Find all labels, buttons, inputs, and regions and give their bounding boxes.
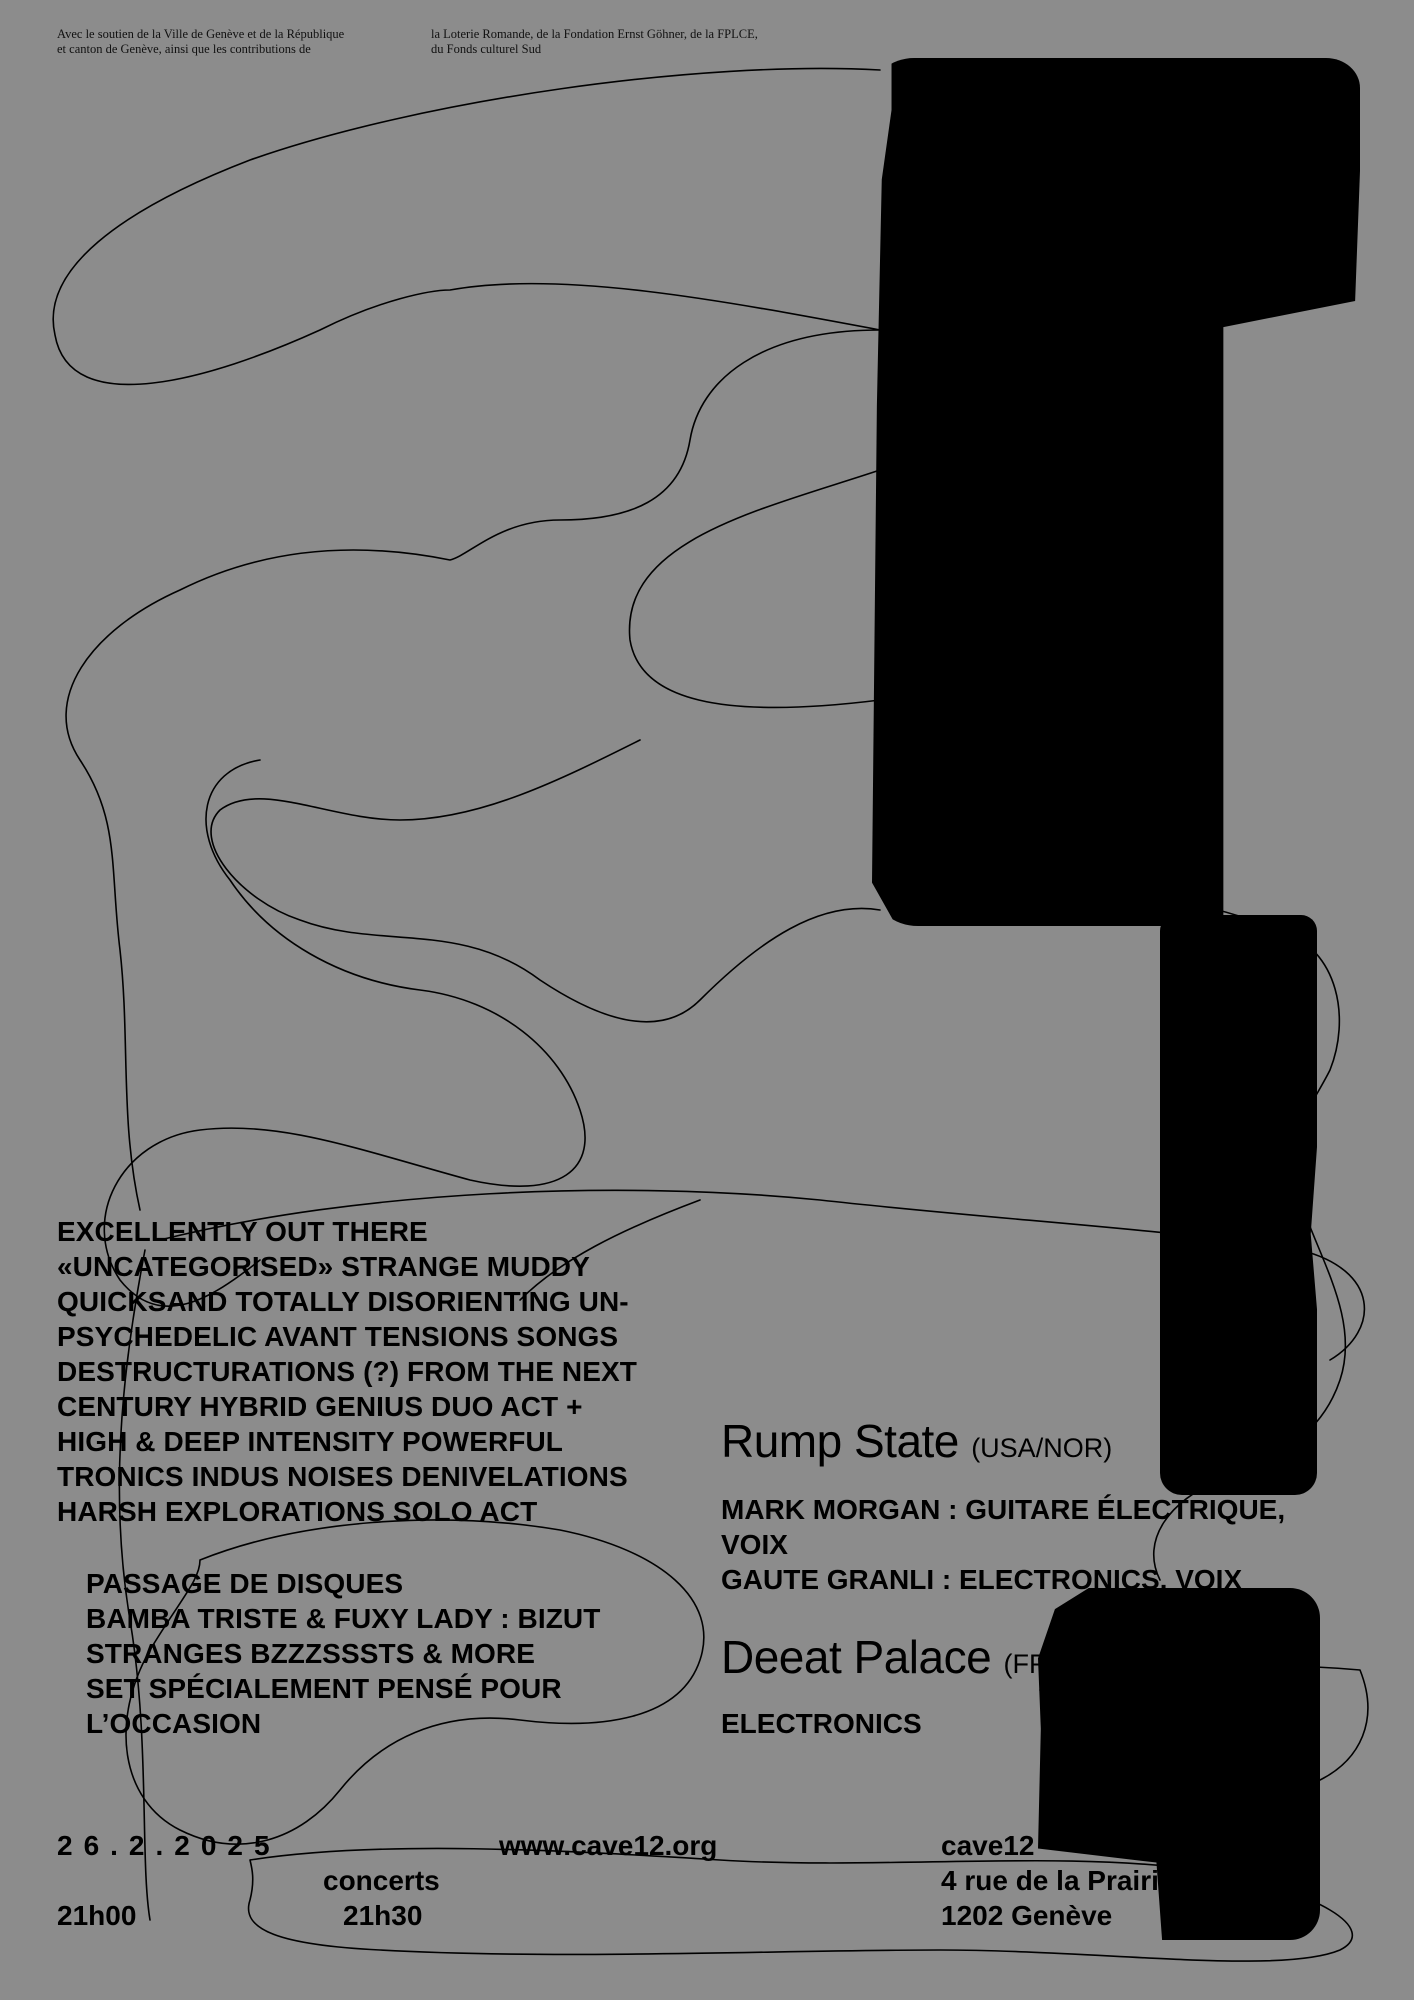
venue-street: 4 rue de la Prairie xyxy=(941,1865,1175,1896)
concerts-label: concerts xyxy=(323,1865,440,1896)
manifesto-line: EXCELLENTLY OUT THERE xyxy=(57,1216,428,1247)
manifesto-line: DESTRUCTURATIONS (?) FROM THE NEXT xyxy=(57,1356,637,1387)
manifesto-line: HARSH EXPLORATIONS SOLO ACT xyxy=(57,1496,538,1527)
scribble-loop-top xyxy=(53,68,880,384)
sponsor-credit-right: la Loterie Romande, de la Fondation Ernst Göhner, de la FPLCE, du Fonds culturel Sud xyxy=(431,27,758,56)
event-date: 26.2.2025 xyxy=(57,1830,281,1861)
act-rump-state-lineup xyxy=(721,1492,1341,1597)
doors-time: 21h00 xyxy=(57,1900,137,1931)
manifesto-line: QUICKSAND TOTALLY DISORIENTING UN- xyxy=(57,1286,629,1317)
act-name: Deeat Palace xyxy=(721,1631,992,1683)
dj-line: L’OCCASION xyxy=(86,1708,262,1739)
lineup-line: ELECTRONICS xyxy=(721,1708,922,1739)
scribble-loop-upper xyxy=(66,330,880,1210)
sponsor-credit-left: Avec le soutien de la Ville de Genève et de la République et canton de Genève, ainsi que les contributions de xyxy=(57,27,345,56)
venue-name: cave12 xyxy=(941,1830,1035,1861)
manifesto-line: HIGH & DEEP INTENSITY POWERFUL xyxy=(57,1426,564,1457)
website-link[interactable]: www.cave12.org xyxy=(499,1830,718,1861)
act-origin: (FRA xyxy=(1003,1649,1067,1679)
dj-line: BAMBA TRISTE & FUXY LADY : BIZUT xyxy=(86,1603,601,1634)
dj-line: SET SPÉCIALEMENT PENSÉ POUR xyxy=(86,1673,562,1704)
manifesto-line: CENTURY HYBRID GENIUS DUO ACT + xyxy=(57,1391,583,1422)
dj-set-text xyxy=(86,1566,686,1741)
act-name: Rump State xyxy=(721,1415,959,1467)
venue-city: 1202 Genève xyxy=(941,1900,1113,1931)
lineup-line: MARK MORGAN : GUITARE ÉLECTRIQUE, xyxy=(721,1494,1286,1525)
venue-address xyxy=(941,1828,1174,1933)
act-origin: (USA/NOR) xyxy=(971,1433,1113,1463)
manifesto-line: «UNCATEGORISED» STRANGE MUDDY xyxy=(57,1251,590,1282)
dj-line: PASSAGE DE DISQUES xyxy=(86,1568,404,1599)
lineup-line: VOIX xyxy=(721,1529,788,1560)
act-deeat-palace-title xyxy=(721,1630,1066,1684)
manifesto-line: TRONICS INDUS NOISES DENIVELATIONS xyxy=(57,1461,628,1492)
act-deeat-palace-lineup xyxy=(721,1706,1341,1741)
dj-line: STRANGES BZZZSSSTS & MORE xyxy=(86,1638,535,1669)
manifesto-text xyxy=(57,1214,707,1529)
lineup-line: GAUTE GRANLI : ELECTRONICS, VOIX xyxy=(721,1564,1243,1595)
black-blob-middle xyxy=(1160,915,1317,1495)
manifesto-line: PSYCHEDELIC AVANT TENSIONS SONGS xyxy=(57,1321,619,1352)
concerts-time: 21h30 xyxy=(343,1900,423,1931)
act-rump-state-title xyxy=(721,1414,1112,1468)
